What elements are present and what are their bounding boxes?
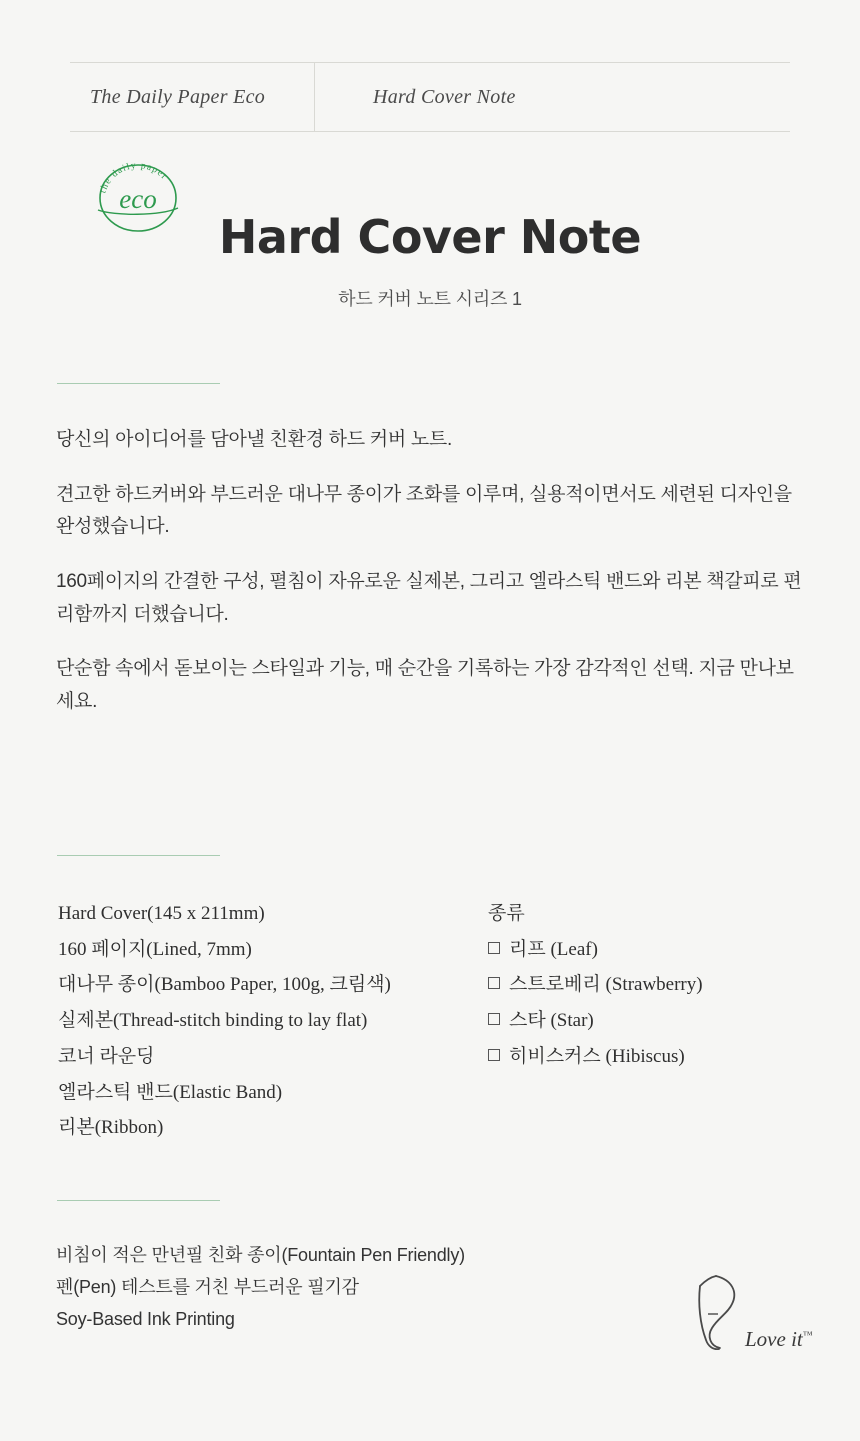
divider-top — [57, 383, 220, 384]
product-name-header: Hard Cover Note — [373, 85, 516, 108]
love-it-label: Love it — [745, 1327, 803, 1351]
footer-notes — [56, 1239, 616, 1335]
brand-name: The Daily Paper Eco — [70, 63, 315, 131]
footer-note-item: 비침이 적은 만년필 친화 종이(Fountain Pen Friendly) — [56, 1245, 465, 1265]
variant-option[interactable] — [488, 967, 818, 1003]
spec-item: 160 페이지(Lined, 7mm) — [58, 938, 252, 960]
variant-list — [488, 896, 818, 1146]
description-paragraph: 견고한 하드커버와 부드러운 대나무 종이가 조화를 이루며, 실용적이면서도 세련된 디자인을 완성했습니다. — [56, 483, 792, 538]
checkbox-icon[interactable] — [488, 977, 500, 989]
spec-item: 리본(Ribbon) — [58, 1117, 164, 1139]
title-block — [0, 212, 860, 311]
description-paragraph: 단순함 속에서 돋보이는 스타일과 기능, 매 순간을 기록하는 가장 감각적인 선택. 지금 만나보세요. — [56, 658, 794, 713]
love-it-mark — [745, 1327, 813, 1352]
variant-option-label: 스트로베리 (Strawberry) — [509, 974, 703, 996]
page-subtitle: 하드 커버 노트 시리즈 1 — [338, 288, 522, 309]
variant-option[interactable] — [488, 1003, 818, 1039]
spec-item: 대나무 종이(Bamboo Paper, 100g, 크림색) — [58, 974, 391, 996]
spec-item: 실제본(Thread-stitch binding to lay flat) — [58, 1010, 368, 1032]
variant-option-label: 스타 (Star) — [509, 1010, 594, 1032]
footer-note-item: Soy-Based Ink Printing — [56, 1309, 235, 1330]
variant-option-label: 히비스커스 (Hibiscus) — [509, 1045, 685, 1067]
variant-option[interactable] — [488, 1039, 818, 1075]
description-block — [56, 424, 804, 741]
spec-item: Hard Cover(145 x 211mm) — [58, 903, 265, 924]
specification-section — [58, 896, 818, 1146]
divider-middle — [57, 855, 220, 856]
variant-option-label: 리프 (Leaf) — [509, 938, 598, 960]
svg-text:eco: eco — [119, 184, 157, 214]
checkbox-icon[interactable] — [488, 1013, 500, 1025]
variant-option[interactable] — [488, 932, 818, 968]
divider-bottom — [57, 1200, 220, 1201]
svg-text:the daily paper: the daily paper — [98, 160, 170, 195]
description-paragraph: 당신의 아이디어를 담아낼 친환경 하드 커버 노트. — [56, 429, 452, 450]
description-paragraph: 160페이지의 간결한 구성, 펼침이 자유로운 실제본, 그리고 엘라스틱 밴드와 리본 책갈피로 편리함까지 더했습니다. — [56, 571, 802, 625]
spec-item: 코너 라운딩 — [58, 1045, 155, 1067]
footer-note-item: 펜(Pen) 테스트를 거친 부드러운 필기감 — [56, 1277, 359, 1298]
checkbox-icon[interactable] — [488, 942, 500, 954]
page-title: Hard Cover Note — [218, 210, 642, 264]
brand-header-bar — [70, 62, 790, 132]
variant-list-heading: 종류 — [488, 903, 525, 924]
checkbox-icon[interactable] — [488, 1049, 500, 1061]
spec-item: 엘라스틱 밴드(Elastic Band) — [58, 1081, 283, 1103]
trademark-symbol: ™ — [802, 1330, 813, 1341]
spec-list — [58, 896, 488, 1146]
